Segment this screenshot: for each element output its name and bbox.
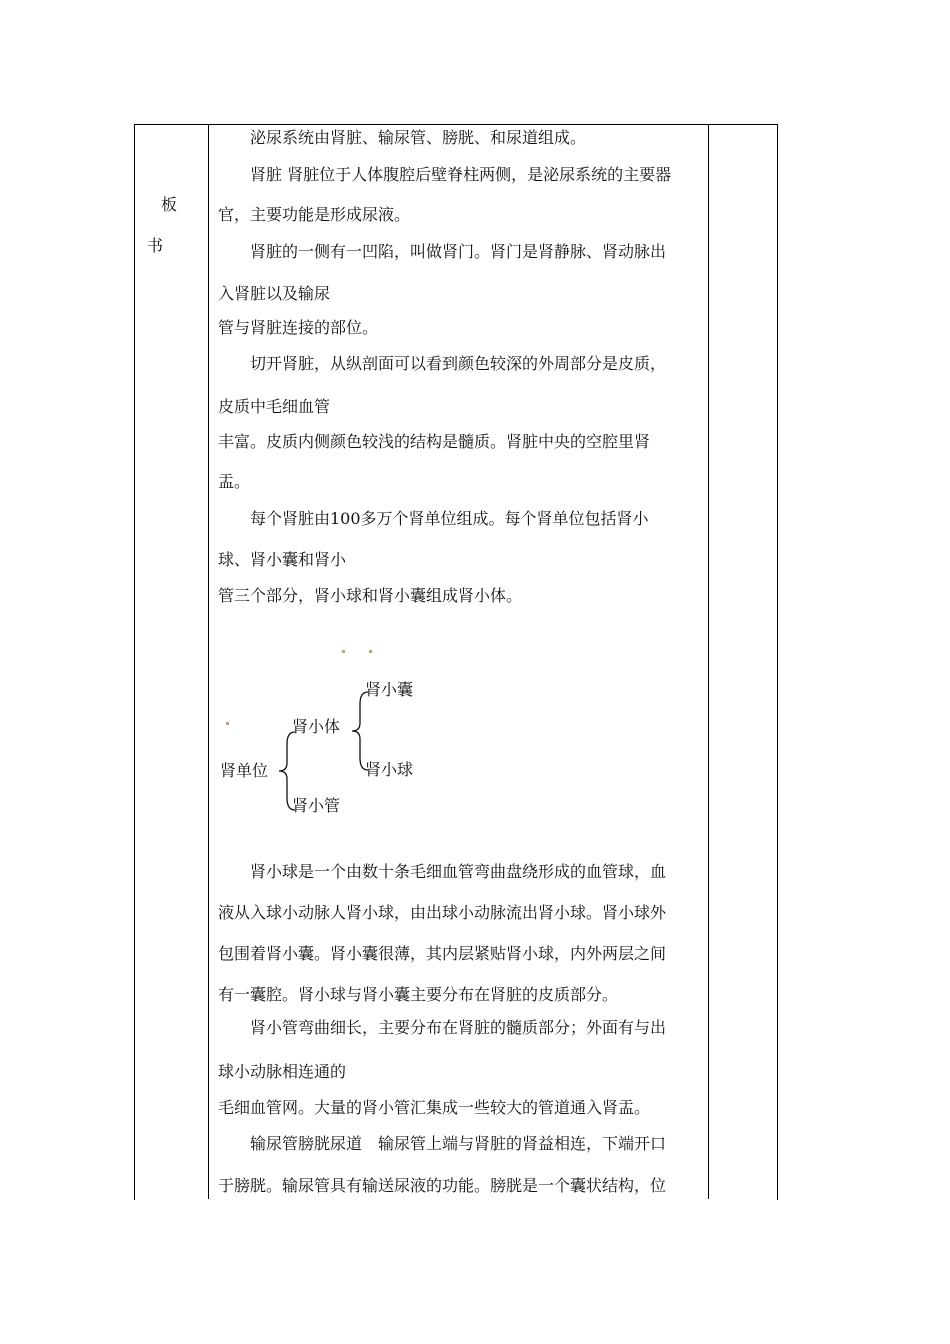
text-line: 官，主要功能是形成尿液。 [218,205,411,224]
text-line: 于膀胱。输尿管具有输送尿液的功能。膀胱是一个囊状结构，位 [218,1176,667,1195]
text-line: 毛细血管网。大量的肾小管汇集成一些较大的管道通入肾盂。 [218,1098,651,1117]
marker-dot [369,650,372,653]
text-line: 输尿管膀胱尿道 输尿管上端与肾脏的肾益相连，下端开口 [250,1134,667,1153]
text-line: 丰富。皮质内侧颜色较浅的结构是髓质。肾脏中央的空腔里肾 [218,432,651,451]
diagram-root-label: 肾单位 [220,761,269,780]
diagram-brace-right [348,690,370,772]
column-divider-right [708,124,709,1199]
marker-dot [226,722,229,725]
text-line: 每个肾脏由100多万个肾单位组成。每个肾单位包括肾小 [250,509,649,528]
text-line: 肾脏的一侧有一凹陷，叫做肾门。肾门是肾静脉、肾动脉出 [250,242,667,261]
diagram-branch-bottom-label: 肾小管 [292,796,341,815]
text-line: 球、肾小囊和肾小 [218,550,347,569]
text-line: 肾脏 肾脏位于人体腹腔后壁脊柱两侧，是泌尿系统的主要器 [250,165,672,184]
text-line: 球小动脉相连通的 [218,1062,347,1081]
text-line: 包围着肾小囊。肾小囊很薄，其内层紧贴肾小球，内外两层之间 [218,944,667,963]
text-line: 皮质中毛细血管 [218,397,331,416]
diagram-leaf-top-label: 肾小囊 [365,680,414,699]
side-label-shu: 书 [147,236,164,255]
marker-dot [342,650,345,653]
text-line: 泌尿系统由肾脏、输尿管、膀胱、和尿道组成。 [250,128,587,147]
diagram-leaf-bottom-label: 肾小球 [365,760,414,779]
text-line: 肾小管弯曲细长，主要分布在肾脏的髓质部分；外面有与出 [250,1018,667,1037]
text-line: 液从入球小动脉人肾小球，由出球小动脉流出肾小球。肾小球外 [218,903,667,922]
text-line: 入肾脏以及输尿 [218,284,331,303]
text-line: 切开肾脏，从纵剖面可以看到颜色较深的外周部分是皮质， [250,354,667,373]
side-label-ban: 板 [161,195,178,214]
text-line: 盂。 [218,472,251,491]
column-divider-left [208,124,209,1199]
diagram-branch-top-label: 肾小体 [292,717,341,736]
text-line: 肾小球是一个由数十条毛细血管弯曲盘绕形成的血管球，血 [250,862,667,881]
text-line: 管与肾脏连接的部位。 [218,318,379,337]
text-line: 管三个部分，肾小球和肾小囊组成肾小体。 [218,586,523,605]
diagram-brace-left [275,730,297,812]
text-line: 有一囊腔。肾小球与肾小囊主要分布在肾脏的皮质部分。 [218,985,619,1004]
